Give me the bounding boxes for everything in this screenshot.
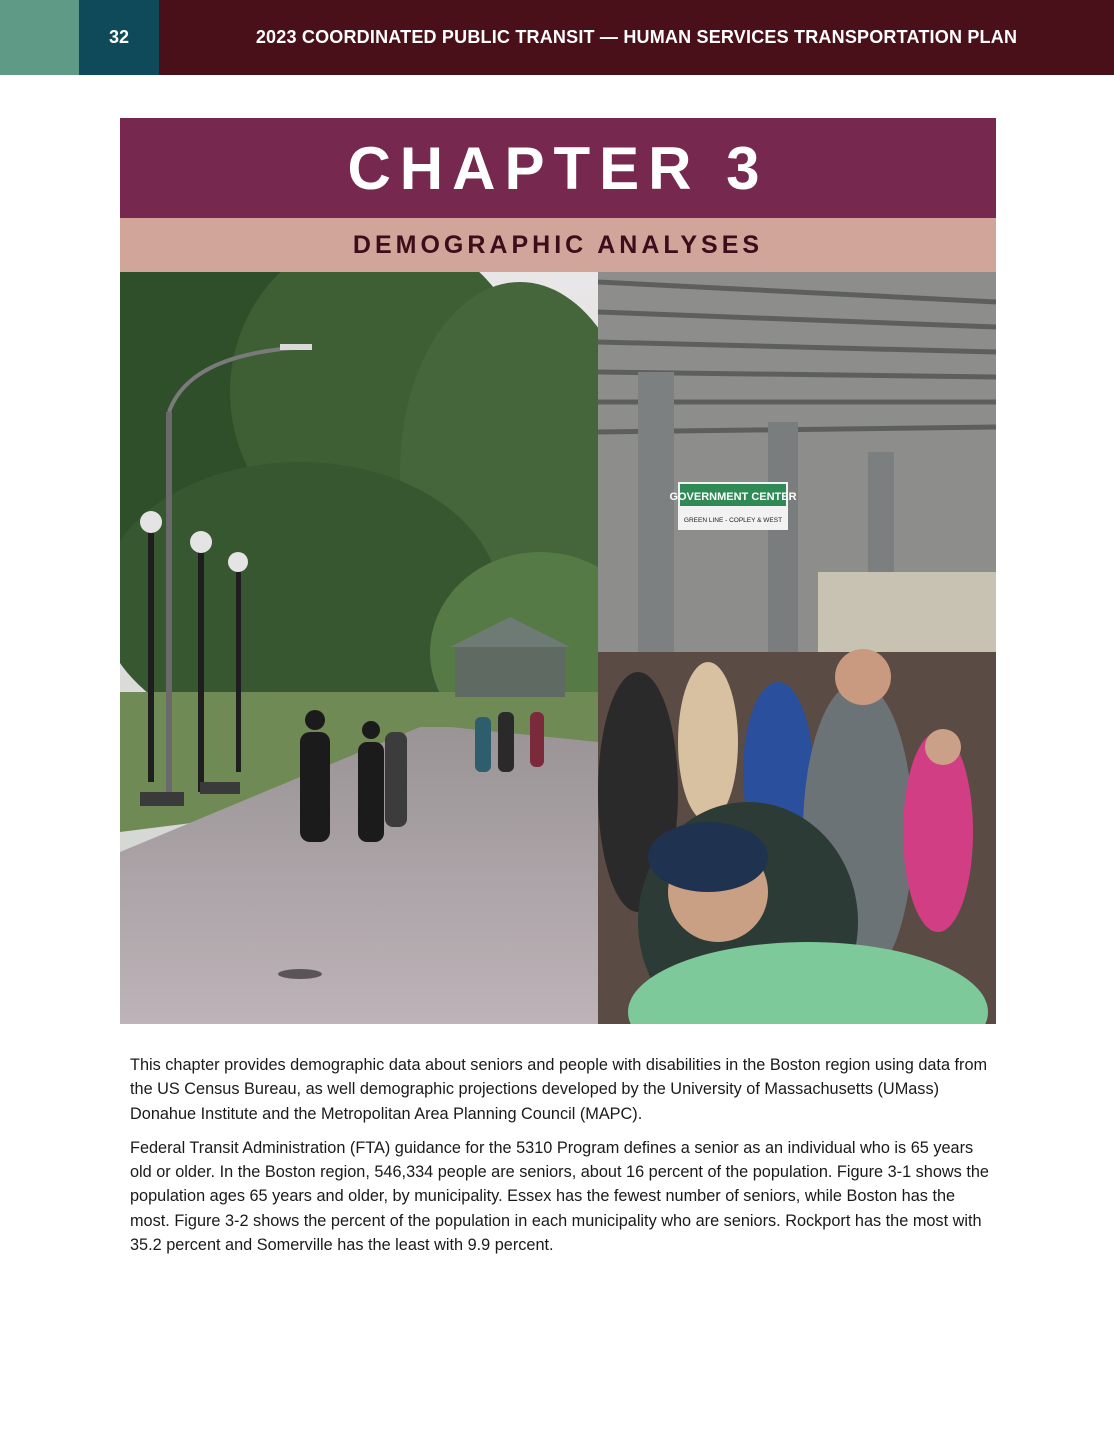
page-number: 32 [108, 27, 130, 47]
body-paragraph: This chapter provides demographic data about seniors and people with disabilities in the Boston region using data from the US Census Bureau, as well demographic projections developed by the University of Massachusetts (UMass) Donahue Institute and the Metropolitan Area Planning Council (MAPC). [130, 1056, 988, 1123]
park-path-photo [120, 272, 598, 1024]
body-text [130, 1053, 990, 1267]
body-paragraph: Federal Transit Administration (FTA) guidance for the 5310 Program defines a senior as an individual who is 65 years old or older. In the Boston region, 546,334 people are seniors, about 16 percent of the population. Figure 3-1 shows the population ages 65 years and older, by municipality. Essex has the fewest number of seniors, while Boston has the most. Figure 3-2 shows the percent of the population in each municipality who are seniors. Rockport has the most with 35.2 percent and Somerville has the least with 9.9 percent. [130, 1138, 989, 1255]
station-sign-subtext: GREEN LINE - COPLEY & WEST [683, 517, 783, 524]
document-title: 2023 COORDINATED PUBLIC TRANSIT — HUMAN SERVICES TRANSPORTATION PLAN [255, 27, 1018, 47]
page-header [0, 0, 1114, 75]
header-color-swatch-green [0, 0, 79, 75]
station-sign-text: GOVERNMENT CENTER [669, 491, 797, 503]
chapter-subtitle: DEMOGRAPHIC ANALYSES [352, 230, 764, 259]
chapter-title-band [120, 118, 996, 218]
subway-platform-photo [598, 272, 996, 1024]
station-sign [669, 482, 796, 530]
chapter-title: CHAPTER 3 [347, 134, 769, 202]
chapter-subtitle-band [120, 218, 996, 272]
